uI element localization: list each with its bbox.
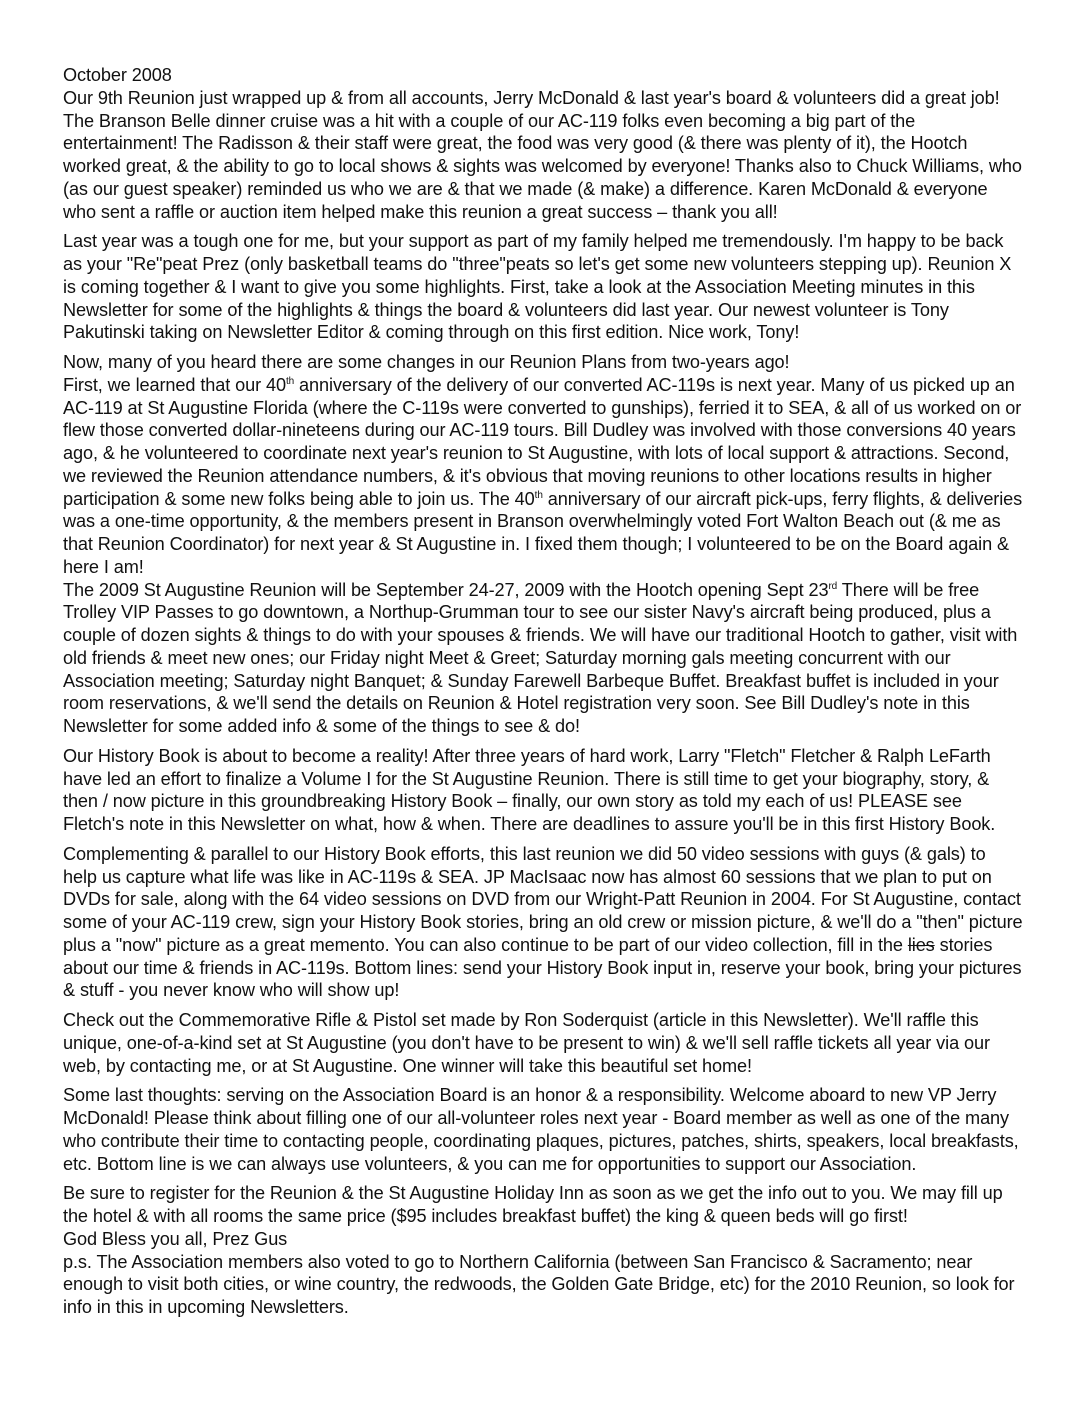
paragraph-rifle-raffle: Check out the Commemorative Rifle & Pistol set made by Ron Soderquist (article in this Newsletter). We'll raffle this unique, one-of-a-kind set at St Augustine (you don't have to be present to win) & we'll sell raffle tickets all year via our web, by contacting me, or at St Augustine. One winner will take this beautiful set home! bbox=[63, 1010, 990, 1076]
reunion-plans-part-3: anniversary of our aircraft pick-ups, ferry flights, & deliveries was a one-time opportunity, & the members present in Branson overwhelmingly voted Fort Walton Beach out (& me as that Reunion Coordinator) for next year & St Augustine in. I fixed them though; I volunteered to be on the Board again & here I am! bbox=[63, 488, 1023, 577]
paragraph-reunion-plans bbox=[63, 351, 1023, 738]
reunion-plans-part-2: anniversary of the delivery of our converted AC-119s is next year. Many of us picked up an AC-119 at St Augustine Florida (where the C-119s were converted to gunships), ferried it to SEA, & all of us worked on or flew those converted dollar-nineteens during our AC-119 tours. Bill Dudley was involved with those conversions 40 years ago, & he volunteered to coordinate next year's reunion to St Augustine, with lots of local support & attractions. Second, we reviewed the Reunion attendance numbers, & it's obvious that moving reunions to other locations results in higher participation & some new folks being able to join us. The 40 bbox=[63, 374, 1022, 509]
video-sessions-part-1: Complementing & parallel to our History Book efforts, this last reunion we did 50 video sessions with guys (& gals) to help us capture what life was like in AC-119s & SEA. JP MacIsaac now has almost 60 sessions that we plan to put on DVDs for sale, along with the 64 video sessions on DVD from our Wright-Patt Reunion in 2004. For St Augustine, contact some of your AC-119 crew, sign your History Book stories, bring an old crew or mission picture, & we'll do a "then" picture plus a "now" picture as a great memento. You can also continue to be part of our video collection, fill in the bbox=[63, 843, 1023, 955]
signoff: God Bless you all, Prez Gus bbox=[63, 1228, 288, 1249]
struck-word: lies bbox=[907, 934, 935, 955]
st-augustine-details-2: There will be free Trolley VIP Passes to go downtown, a Northup-Grumman tour to see our sister Navy's aircraft being produced, plus a couple of dozen sights & things to do with your spouses & friends. We will have our traditional Hootch to gather, visit with old friends & meet new ones; our Friday night Meet & Greet; Saturday morning gals meeting concurrent with our Association meeting; Saturday night Banquet; & Sunday Farewell Barbeque Buffet. Breakfast buffet is included in your room reservations, & we'll send the details on Reunion & Hotel registration very soon. See Bill Dudley's note in this Newsletter for some added info & some of the things to see & do! bbox=[63, 579, 1018, 736]
reunion-plans-intro: Now, many of you heard there are some changes in our Reunion Plans from two-years ago! bbox=[63, 352, 790, 372]
letter-date: October 2008 bbox=[63, 65, 172, 85]
ordinal-suffix: rd bbox=[828, 580, 838, 592]
paragraph-last-thoughts: Some last thoughts: serving on the Association Board is an honor & a responsibility. Welcome aboard to new VP Jerry McDonald! Please think about filling one of our all-volunteer roles next year - Board member as well as one of the many who contribute their time to contacting people, coordinating plaques, pictures, patches, shirts, speakers, local breakfasts, etc. Bottom line is we can always use volunteers, & you can me for opportunities to support our Association. bbox=[63, 1085, 1019, 1174]
ordinal-suffix: th bbox=[285, 375, 295, 387]
paragraph-video-sessions bbox=[63, 843, 1023, 1002]
newsletter-letter bbox=[63, 64, 1023, 1319]
postscript: p.s. The Association members also voted to go to Northern California (between San Francisco & Sacramento; near enough to visit both cities, or wine country, the redwoods, the Golden Gate Bridge, etc) for the 2010 Reunion, so look for info in this in upcoming Newsletters. bbox=[63, 1251, 1015, 1317]
reunion-plans-part-1: First, we learned that our 40 bbox=[63, 374, 286, 395]
paragraph-repeat-prez: Last year was a tough one for me, but your support as part of my family helped me tremendously. I'm happy to be back as your "Re"peat Prez (only basketball teams do "three"peats so let's get some new volunteers stepping up). Reunion X is coming together & I want to give you some highlights. First, take a look at the Association Meeting minutes in this Newsletter for some of the highlights & things the board & volunteers did last year. Our newest volunteer is Tony Pakutinski taking on Newsletter Editor & coming through on this first edition. Nice work, Tony! bbox=[63, 231, 1012, 343]
paragraph-reunion-recap: Our 9th Reunion just wrapped up & from all accounts, Jerry McDonald & last year's board & volunteers did a great job! The Branson Belle dinner cruise was a hit with a couple of our AC-119 folks even becoming a big part of the entertainment! The Radisson & their staff were great, the food was very good (& there was plenty of it), the Hootch worked great, & the ability to go to local shows & sights was welcomed by everyone! Thanks also to Chuck Williams, who (as our guest speaker) reminded us who we are & that we made (& make) a difference. Karen McDonald & everyone who sent a raffle or auction item helped make this reunion a great success – thank you all! bbox=[63, 87, 1022, 222]
st-augustine-details-1: The 2009 St Augustine Reunion will be September 24-27, 2009 with the Hootch opening Sept 23 bbox=[63, 579, 829, 600]
ordinal-suffix: th bbox=[534, 489, 543, 501]
paragraph-register: Be sure to register for the Reunion & the St Augustine Holiday Inn as soon as we get the info out to you. We may fill up the hotel & with all rooms the same price ($95 includes breakfast buffet) the king & queen beds will go first! bbox=[63, 1183, 1003, 1226]
paragraph-history-book: Our History Book is about to become a reality! After three years of hard work, Larry "Fletch" Fletcher & Ralph LeFarth have led an effort to finalize a Volume I for the St Augustine Reunion. There is still time to get your biography, story, & then / now picture in this groundbreaking History Book – finally, our own story as told my each of us! PLEASE see Fletch's note in this Newsletter on what, how & when. There are deadlines to assure you'll be in this first History Book. bbox=[63, 745, 996, 834]
video-sessions-part-2: stories about our time & friends in AC-119s. Bottom lines: send your History Book input in, reserve your book, bring your pictures & stuff - you never know who will show up! bbox=[63, 934, 1022, 1001]
